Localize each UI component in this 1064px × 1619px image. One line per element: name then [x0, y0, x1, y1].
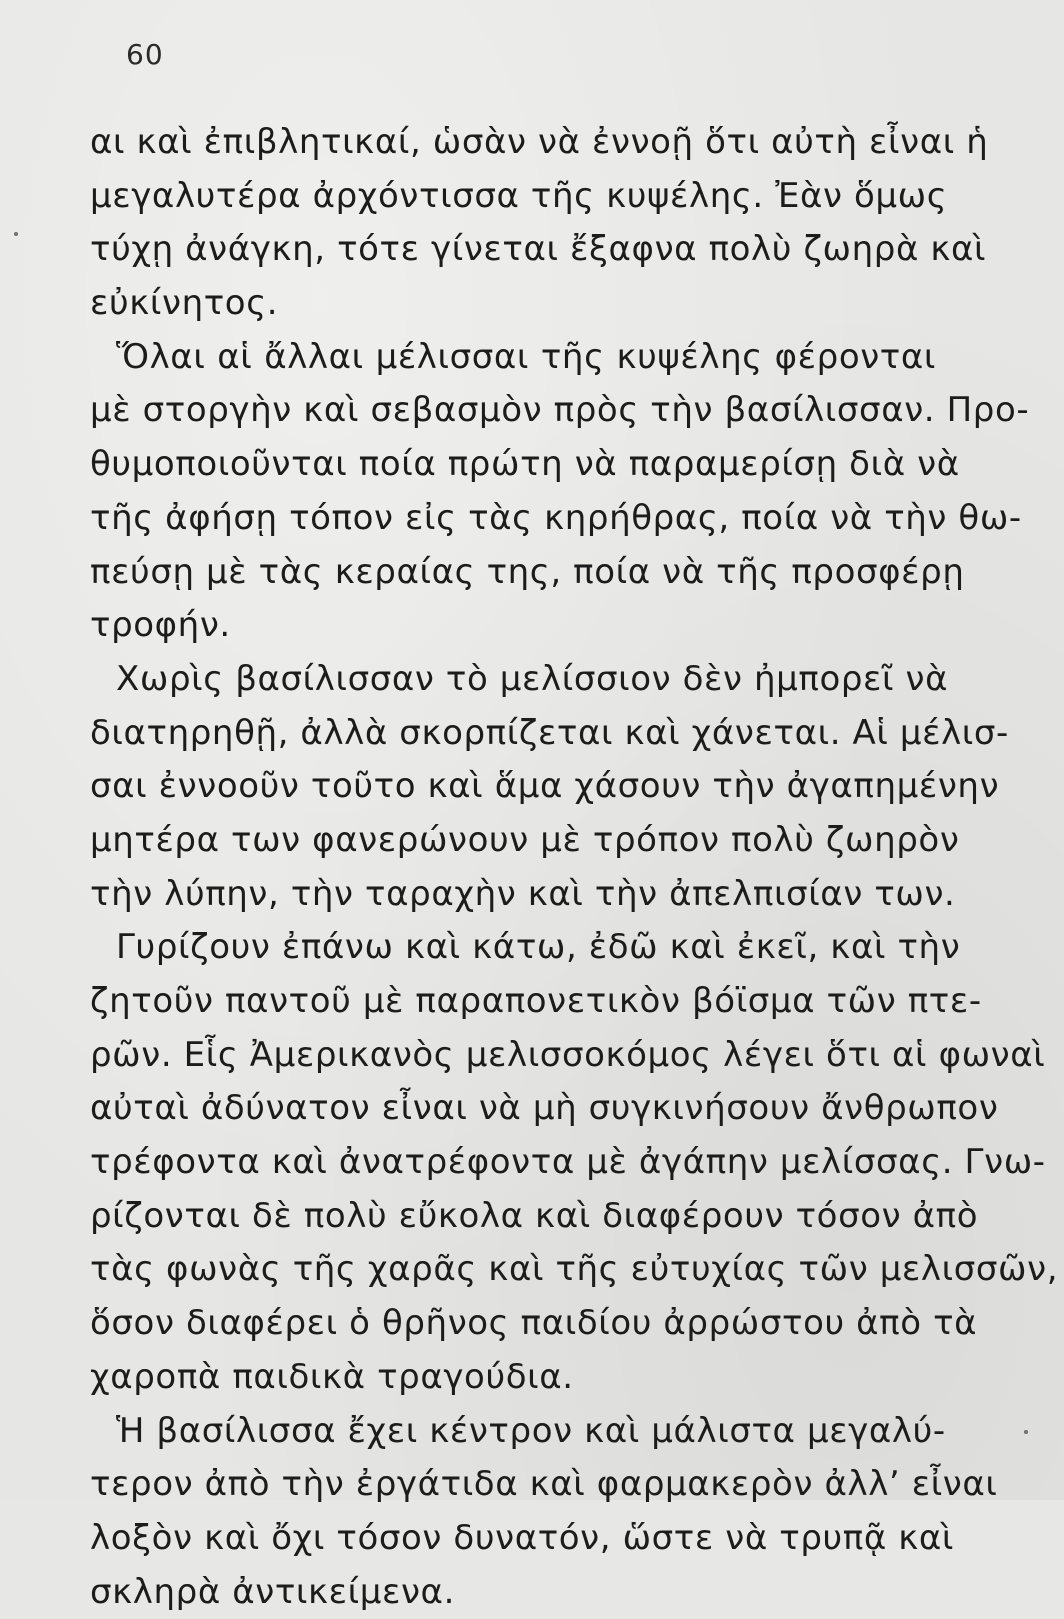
text-line: θυμοποιοῦνται ποία πρώτη νὰ παραμερίσῃ διὰ νὰ: [90, 444, 960, 485]
text-line: Χωρὶς βασίλισσαν τὸ μελίσσιον δὲν ἠμπορεῖ νὰ: [116, 658, 949, 699]
text-line: τρέφοντα καὶ ἀνατρέφοντα μὲ ἀγάπην μελίσσας. Γνω-: [90, 1142, 1046, 1183]
text-line: πεύσῃ μὲ τὰς κεραίας της, ποία νὰ τῆς προσφέρῃ: [90, 551, 965, 592]
text-line: τὰς φωνὰς τῆς χαρᾶς καὶ τῆς εὐτυχίας τῶν μελισσῶν,: [90, 1249, 1059, 1290]
text-line: Ὅλαι αἱ ἄλλαι μέλισσαι τῆς κυψέλης φέρονται: [116, 336, 936, 377]
text-line: διατηρηθῇ, ἀλλὰ σκορπίζεται καὶ χάνεται. Αἱ μέλισ-: [90, 712, 1009, 753]
text-line: τύχῃ ἀνάγκη, τότε γίνεται ἔξαφνα πολὺ ζωηρὰ καὶ: [90, 229, 987, 270]
text-line: Γυρίζουν ἐπάνω καὶ κάτω, ἐδῶ καὶ ἐκεῖ, καὶ τὴν: [116, 927, 961, 968]
text-line: τροφήν.: [90, 605, 231, 646]
paper-speck: [1024, 1430, 1028, 1434]
text-line: λοξὸν καὶ ὄχι τόσον δυνατόν, ὥστε νὰ τρυπᾷ καὶ: [90, 1517, 955, 1558]
text-line: αὐταὶ ἀδύνατον εἶναι νὰ μὴ συγκινήσουν ἄνθρωπον: [90, 1088, 999, 1129]
text-line: Ἡ βασίλισσα ἔχει κέντρον καὶ μάλιστα μεγαλύ-: [116, 1410, 946, 1451]
text-line: τὴν λύπην, τὴν ταραχὴν καὶ τὴν ἀπελπισίαν των.: [90, 873, 956, 914]
text-line: ρίζονται δὲ πολὺ εὔκολα καὶ διαφέρουν τόσον ἀπὸ: [90, 1195, 979, 1236]
text-line: αι καὶ ἐπιβλητικαί, ὡσὰν νὰ ἐννοῇ ὅτι αὐτὴ εἶναι ἡ: [90, 122, 989, 162]
text-line: μὲ στοργὴν καὶ σεβασμὸν πρὸς τὴν βασίλισσαν. Προ-: [90, 390, 1030, 431]
text-line: εὐκίνητος.: [90, 283, 279, 324]
text-line: σκληρὰ ἀντικείμενα.: [90, 1571, 455, 1612]
page-number: 60: [126, 38, 164, 71]
text-line: ρῶν. Εἷς Ἀμερικανὸς μελισσοκόμος λέγει ὅτι αἱ φωναὶ: [90, 1034, 1046, 1075]
text-line: τερον ἀπὸ τὴν ἐργάτιδα καὶ φαρμακερὸν ἀλλ’ εἶναι: [90, 1464, 998, 1505]
text-line: ὅσον διαφέρει ὁ θρῆνος παιδίου ἀρρώστου ἀπὸ τὰ: [90, 1303, 978, 1344]
text-line: μητέρα των φανερώνουν μὲ τρόπον πολὺ ζωηρὸν: [90, 819, 960, 860]
text-line: σαι ἐννοοῦν τοῦτο καὶ ἅμα χάσουν τὴν ἀγαπημένην: [90, 766, 1000, 807]
text-line: χαροπὰ παιδικὰ τραγούδια.: [90, 1356, 574, 1397]
text-line: τῆς ἀφήσῃ τόπον εἰς τὰς κηρήθρας, ποία νὰ τὴν θω-: [90, 497, 1022, 538]
paper-speck: [14, 232, 18, 236]
text-line: ζητοῦν παντοῦ μὲ παραπονετικὸν βόϊσμα τῶν πτε-: [90, 981, 982, 1021]
text-line: μεγαλυτέρα ἀρχόντισσα τῆς κυψέλης. Ἐὰν ὅμως: [90, 175, 948, 216]
body-text: [90, 116, 1059, 1619]
